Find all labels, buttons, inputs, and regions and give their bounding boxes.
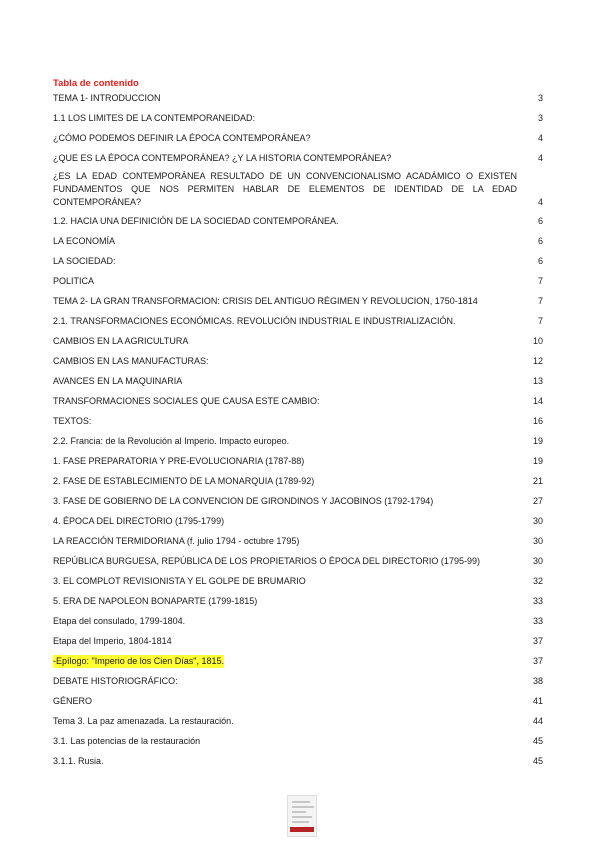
toc-entry-page-number: 4 — [537, 197, 543, 207]
toc-entry-page-number: 33 — [532, 596, 543, 606]
toc-entry-label: TEMA 1- INTRODUCCION — [53, 93, 161, 103]
toc-entry-label: GÉNERO — [53, 696, 93, 706]
toc-entry-page-number: 6 — [537, 236, 543, 246]
toc-entry-label: DEBATE HISTORIOGRÁFICO: — [53, 676, 178, 686]
toc-entry-page-number: 3 — [537, 113, 543, 123]
toc-entry-label: AVANCES EN LA MAQUINARIA — [53, 376, 183, 386]
toc-entry-page-number: 3 — [537, 93, 543, 103]
toc-entry-label: -Epílogo: "Imperio de los Cien Días", 1815. — [53, 656, 224, 666]
toc-entry-page-number: 30 — [532, 536, 543, 546]
toc-entry-page-number: 10 — [532, 336, 543, 346]
toc-entry[interactable] — [53, 555, 543, 568]
toc-entry-page-number: 27 — [532, 496, 543, 506]
toc-entry-label: LA REACCIÓN TERMIDORIANA (f. julio 1794 - octubre 1795) — [53, 536, 300, 546]
toc-entry[interactable] — [53, 695, 543, 708]
toc-entry[interactable] — [53, 395, 543, 408]
toc-entry-label: 4. ÉPOCA DEL DIRECTORIO (1795-1799) — [53, 516, 225, 526]
toc-entry-page-number: 7 — [537, 296, 543, 306]
toc-entry[interactable] — [53, 295, 543, 308]
toc-entry[interactable] — [53, 755, 543, 768]
toc-entry-label: Tema 3. La paz amenazada. La restauración. — [53, 716, 234, 726]
toc-entry[interactable] — [53, 535, 543, 548]
toc-entry[interactable] — [53, 152, 543, 165]
toc-entry-label: 3.1. Las potencias de la restauración — [53, 736, 201, 746]
toc-entry-page-number: 12 — [532, 356, 543, 366]
toc-entry-label: ¿ES LA EDAD CONTEMPORÁNEA RESULTADO DE UN CONVENCIONALISMO ACADÁMICO O EXISTEN FUNDAMENTOS QUE NOS PERMITEN HABLAR DE ELEMENTOS DE IDENTIDAD DE LA EDAD CONTEMPORÁNEA? — [53, 171, 517, 207]
toc-entry-label: 5. ERA DE NAPOLEON BONAPARTE (1799-1815) — [53, 596, 258, 606]
toc-entry-label: Etapa del Imperio, 1804-1814 — [53, 636, 172, 646]
page-thumbnail — [287, 795, 317, 837]
toc-entry-label: 1.2. HACIA UNA DEFINICIÓN DE LA SOCIEDAD CONTEMPORÁNEA. — [53, 216, 339, 226]
toc-entry-label: TEMA 2- LA GRAN TRANSFORMACION: CRISIS DEL ANTIGUO RÉGIMEN Y REVOLUCION, 1750-1814 — [53, 296, 478, 306]
toc-entry[interactable] — [53, 455, 543, 468]
toc-entry-page-number: 45 — [532, 736, 543, 746]
toc-entry-label: 1.1 LOS LIMITES DE LA CONTEMPORANEIDAD: — [53, 113, 256, 123]
toc-entry[interactable] — [53, 112, 543, 125]
toc-entry[interactable] — [53, 170, 543, 209]
toc-entry-label: 3. FASE DE GOBIERNO DE LA CONVENCION DE GIRONDINOS Y JACOBINOS (1792-1794) — [53, 496, 434, 506]
toc-entry-label: Etapa del consulado, 1799-1804. — [53, 616, 186, 626]
toc-entry-label: CAMBIOS EN LA AGRICULTURA — [53, 336, 189, 346]
toc-entry-label: TRANSFORMACIONES SOCIALES QUE CAUSA ESTE CAMBIO: — [53, 396, 320, 406]
toc-entry-label: ¿CÓMO PODEMOS DEFINIR LA ÉPOCA CONTEMPORÁNEA? — [53, 133, 311, 143]
toc-entry-page-number: 4 — [537, 133, 543, 143]
toc-entry[interactable] — [53, 132, 543, 145]
toc-entry-page-number: 32 — [532, 576, 543, 586]
toc-entry[interactable] — [53, 255, 543, 268]
toc-entry-page-number: 41 — [532, 696, 543, 706]
toc-entry-page-number: 30 — [532, 556, 543, 566]
toc-entry-label: TEXTOS: — [53, 416, 92, 426]
toc-entry-label: 2.1. TRANSFORMACIONES ECONÓMICAS. REVOLUCIÓN INDUSTRIAL E INDUSTRIALIZACIÓN. — [53, 316, 456, 326]
toc-entry[interactable] — [53, 715, 543, 728]
toc-entry-page-number: 45 — [532, 756, 543, 766]
toc-entry-page-number: 30 — [532, 516, 543, 526]
toc-entry[interactable] — [53, 92, 543, 105]
toc-entry[interactable] — [53, 675, 543, 688]
toc-entry-page-number: 37 — [532, 656, 543, 666]
toc-entry-page-number: 4 — [537, 153, 543, 163]
toc-entry-label: ¿QUE ES LA ÉPOCA CONTEMPORÁNEA? ¿Y LA HISTORIA CONTEMPORÁNEA? — [53, 153, 392, 163]
toc-entry-label: CAMBIOS EN LAS MANUFACTURAS: — [53, 356, 209, 366]
toc-entry[interactable] — [53, 415, 543, 428]
toc-entry[interactable] — [53, 595, 543, 608]
toc-entry-label: 3.1.1. Rusia. — [53, 756, 104, 766]
toc-entry-page-number: 7 — [537, 276, 543, 286]
toc-entry-label: 2.2. Francia: de la Revolución al Imperio. Impacto europeo. — [53, 436, 290, 446]
toc-list — [53, 92, 543, 768]
toc-entry[interactable] — [53, 235, 543, 248]
toc-entry[interactable] — [53, 635, 543, 648]
toc-title: Tabla de contenido — [53, 78, 139, 89]
toc-entry[interactable] — [53, 515, 543, 528]
toc-entry-page-number: 33 — [532, 616, 543, 626]
toc-entry-page-number: 6 — [537, 256, 543, 266]
toc-entry[interactable] — [53, 355, 543, 368]
toc-entry-page-number: 37 — [532, 636, 543, 646]
toc-entry-page-number: 6 — [537, 216, 543, 226]
toc-entry-label: 3. EL COMPLOT REVISIONISTA Y EL GOLPE DE BRUMARIO — [53, 576, 306, 586]
toc-entry[interactable] — [53, 335, 543, 348]
toc-entry-label: 2. FASE DE ESTABLECIMIENTO DE LA MONARQUIA (1789-92) — [53, 476, 315, 486]
toc-entry-page-number: 7 — [537, 316, 543, 326]
toc-entry[interactable] — [53, 735, 543, 748]
toc-entry[interactable] — [53, 275, 543, 288]
toc-entry-label: 1. FASE PREPARATORIA Y PRE-EVOLUCIONARIA (1787-88) — [53, 456, 305, 466]
toc-entry-page-number: 21 — [532, 476, 543, 486]
toc-entry[interactable] — [53, 615, 543, 628]
toc-entry-page-number: 19 — [532, 436, 543, 446]
toc-entry-label: LA ECONOMÍA — [53, 236, 116, 246]
toc-entry[interactable] — [53, 375, 543, 388]
toc-entry-label: POLITICA — [53, 276, 95, 286]
toc-entry[interactable] — [53, 655, 543, 668]
toc-entry[interactable] — [53, 495, 543, 508]
toc-entry[interactable] — [53, 575, 543, 588]
toc-entry-page-number: 14 — [532, 396, 543, 406]
toc-entry[interactable] — [53, 475, 543, 488]
toc-entry-page-number: 13 — [532, 376, 543, 386]
toc-entry-label: LA SOCIEDAD: — [53, 256, 116, 266]
toc-entry-label: REPÚBLICA BURGUESA, REPÚBLICA DE LOS PROPIETARIOS O ÉPOCA DEL DIRECTORIO (1795-99) — [53, 556, 480, 566]
toc-entry[interactable] — [53, 435, 543, 448]
toc-entry-page-number: 19 — [532, 456, 543, 466]
toc-entry[interactable] — [53, 215, 543, 228]
toc-entry-page-number: 16 — [532, 416, 543, 426]
toc-entry-page-number: 44 — [532, 716, 543, 726]
toc-entry-page-number: 38 — [532, 676, 543, 686]
toc-entry[interactable] — [53, 315, 543, 328]
